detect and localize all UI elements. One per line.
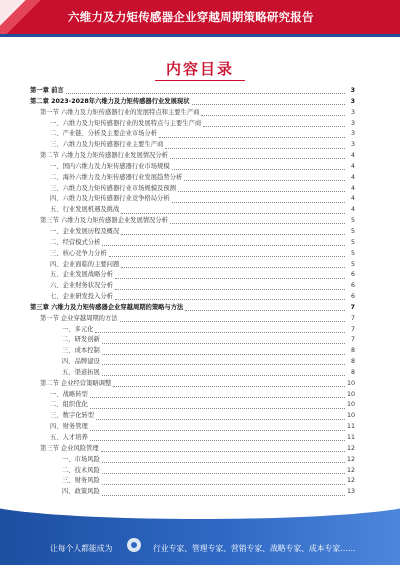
toc-entry[interactable]: [30, 487, 355, 496]
toc-entry-label: 第二节 企业经营策略调整: [40, 379, 112, 387]
toc-entry-label: 六、企业财务状况分析: [50, 282, 113, 290]
toc-entry[interactable]: [30, 140, 355, 151]
toc-entry-page: 7: [350, 336, 355, 344]
toc-leader-dots: [165, 147, 345, 149]
toc-entry-label: 一、企业发展历程及概况: [50, 227, 120, 235]
toc-entry-page: 8: [350, 368, 355, 376]
toc-entry-page: 10: [346, 412, 355, 420]
toc-entry-page: 12: [346, 477, 355, 485]
toc-leader-dots: [170, 157, 345, 159]
toc-entry-label: 第一章 前言: [30, 87, 64, 94]
toc-entry[interactable]: [30, 129, 355, 140]
toc-entry[interactable]: [30, 390, 355, 401]
toc-leader-dots: [95, 331, 345, 333]
toc-leader-dots: [102, 374, 345, 376]
toc-entry-label: 三、六维力及力矩传感器行业市场规模及预测: [50, 184, 176, 192]
toc-entry-page: 12: [346, 466, 355, 474]
toc-entry-label: 第三节 企业风险管理: [40, 444, 99, 452]
toc-leader-dots: [203, 125, 345, 127]
toc-leader-dots: [172, 201, 345, 203]
toc-leader-dots: [90, 407, 345, 409]
toc-entry-page: 12: [346, 444, 355, 452]
toc-entry[interactable]: [30, 379, 355, 390]
header-decoration: [0, 0, 40, 34]
toc-entry-label: 二、技术风险: [62, 466, 100, 474]
toc-entry[interactable]: [30, 346, 355, 357]
toc-entry-page: 5: [350, 249, 355, 257]
toc-entry-page: 6: [350, 293, 355, 301]
toc-leader-dots: [159, 136, 345, 138]
toc-leader-dots: [192, 103, 346, 105]
toc-entry[interactable]: [30, 86, 355, 97]
toc-entry-label: 一、国内六维力及力矩传感器行业市场规模: [50, 162, 170, 170]
toc-entry-page: 13: [346, 488, 355, 496]
footer-slogan-left: 让每个人都能成为: [50, 544, 113, 553]
toc-entry[interactable]: [30, 281, 355, 292]
toc-entry-page: 10: [346, 390, 355, 398]
toc-entry-page: 3: [350, 130, 355, 138]
toc-entry[interactable]: [30, 292, 355, 303]
toc-entry-page: 7: [350, 314, 355, 322]
toc-leader-dots: [66, 92, 345, 94]
toc-entry-page: 7: [350, 325, 355, 333]
toc-leader-dots: [120, 320, 345, 322]
toc-entry-label: 四、六维力及力矩传感器行业竞争格局分析: [50, 195, 170, 203]
toc-entry[interactable]: [30, 368, 355, 379]
toc-entry-label: 三、数字化转型: [50, 412, 95, 420]
toc-leader-dots: [102, 342, 345, 344]
toc-leader-dots: [115, 288, 345, 290]
toc-entry[interactable]: [30, 216, 355, 227]
toc-entry[interactable]: [30, 184, 355, 195]
toc-entry-label: 第三节 六维力及力矩传感器企业发展情况分析: [40, 217, 168, 225]
toc-entry[interactable]: [30, 108, 355, 119]
toc-entry-label: 四、品牌建设: [62, 358, 100, 366]
toc-entry-label: 一、多元化: [62, 325, 94, 333]
toc-entry[interactable]: [30, 162, 355, 173]
toc-entry[interactable]: [30, 444, 355, 455]
toc-leader-dots: [121, 233, 345, 235]
toc-entry-label: 七、企业研发投入分析: [50, 293, 113, 301]
toc-leader-dots: [90, 439, 345, 441]
toc-title-underline: [155, 80, 245, 81]
toc-entry[interactable]: [30, 151, 355, 162]
toc-entry[interactable]: [30, 314, 355, 325]
toc-leader-dots: [96, 418, 345, 420]
toc-leader-dots: [113, 385, 345, 387]
toc-entry-label: 五、行业发展机遇及挑战: [50, 206, 120, 214]
toc-leader-dots: [102, 363, 345, 365]
toc-entry-label: 二、组织优化: [50, 401, 88, 409]
toc-entry-label: 五、人才培养: [50, 434, 88, 441]
footer-slogan-right: 行业专家、管理专家、营销专家、战略专家、成本专家……: [153, 544, 356, 553]
toc-entry-page: 3: [350, 108, 355, 116]
toc-leader-dots: [102, 472, 345, 474]
toc-entry-label: 第三章 六维力及力矩传感器企业穿越周期的策略与方法: [30, 303, 184, 311]
toc-entry-label: 三、六维力及力矩传感器行业主要生产商: [50, 141, 164, 149]
toc-entry-page: 8: [350, 358, 355, 366]
toc-entry-label: 一、战略转型: [50, 390, 88, 398]
toc-entry-page: 5: [350, 227, 355, 235]
toc-entry[interactable]: [30, 205, 355, 216]
toc-entry-page: 4: [350, 152, 355, 160]
toc-entry[interactable]: [30, 194, 355, 205]
toc-leader-dots: [121, 266, 345, 268]
toc-entry-label: 五、企业发展战略分析: [50, 271, 113, 279]
toc-entry-label: 五、渠道拓展: [62, 368, 100, 376]
toc-entry-page: 11: [346, 434, 355, 441]
toc-leader-dots: [172, 168, 345, 170]
toc-leader-dots: [178, 190, 345, 192]
toc-leader-dots: [90, 429, 345, 431]
toc-entry[interactable]: [30, 173, 355, 184]
toc-entry-label: 四、企业面临的主要问题: [50, 260, 120, 268]
toc-entry-page: 4: [350, 162, 355, 170]
footer-wave-decoration: [0, 505, 400, 519]
toc-entry-label: 第二节 六维力及力矩传感器行业发展情况分析: [40, 152, 168, 160]
toc-leader-dots: [102, 244, 345, 246]
toc-entry[interactable]: [30, 260, 355, 271]
toc-entry-label: 第一节 六维力及力矩传感器行业的发展特点和主要生产商: [40, 108, 200, 116]
toc-leader-dots: [102, 353, 345, 355]
toc-entry-page: 12: [346, 455, 355, 463]
toc-entry[interactable]: [30, 270, 355, 281]
toc-entry-page: 6: [350, 271, 355, 279]
toc-entry-label: 一、六维力及力矩传感器行业的发展特点与主要生产商: [50, 119, 202, 127]
toc-entry-page: 6: [350, 282, 355, 290]
toc-entry-page: 5: [350, 217, 355, 225]
toc-entry[interactable]: [30, 325, 355, 336]
toc-entry-page: 3: [350, 119, 355, 127]
toc-entry-label: 一、市场风险: [62, 455, 100, 463]
toc-leader-dots: [115, 277, 345, 279]
footer-banner: [0, 505, 400, 565]
toc-entry-page: 4: [350, 195, 355, 203]
toc-leader-dots: [185, 309, 345, 311]
toc-leader-dots: [102, 461, 345, 463]
toc-entry[interactable]: [30, 411, 355, 422]
toc-entry-label: 第二章 2023-2028年六维力及力矩传感器行业发展现状: [30, 97, 190, 105]
toc-entry-label: 三、成本控制: [62, 347, 100, 355]
toc-entry[interactable]: [30, 455, 355, 466]
toc-entry-label: 三、核心竞争力分析: [50, 249, 107, 257]
toc-entry[interactable]: [30, 119, 355, 130]
toc-entry[interactable]: [30, 303, 355, 314]
toc-leader-dots: [101, 450, 345, 452]
report-title: 六维力及力矩传感器企业穿越周期策略研究报告: [68, 10, 314, 24]
toc-leader-dots: [109, 255, 345, 257]
toc-leader-dots: [102, 494, 345, 496]
toc-entry[interactable]: [30, 400, 355, 411]
toc-entry[interactable]: [30, 422, 355, 433]
footer-separator-icon: [127, 538, 141, 552]
toc-leader-dots: [115, 298, 345, 300]
toc-entry[interactable]: [30, 249, 355, 260]
toc-leader-dots: [201, 114, 345, 116]
toc-entry[interactable]: [30, 97, 355, 108]
toc-entry[interactable]: [30, 238, 355, 249]
toc-leader-dots: [170, 222, 345, 224]
toc-leader-dots: [90, 396, 345, 398]
toc-entry[interactable]: [30, 433, 355, 444]
toc-entry-page: 3: [350, 97, 355, 105]
toc-entry-page: 4: [350, 173, 355, 181]
toc-entry-label: 三、财务风险: [62, 477, 100, 485]
toc-entry-page: 3: [350, 141, 355, 149]
toc-entry-page: 11: [346, 423, 355, 431]
toc-entry-label: 二、海外六维力及力矩传感器行业发展趋势分析: [50, 173, 183, 181]
toc-leader-dots: [121, 212, 345, 214]
toc-entry-page: 10: [346, 401, 355, 409]
toc-entry-page: 8: [350, 347, 355, 355]
toc-entry[interactable]: [30, 227, 355, 238]
toc-entry-page: 7: [350, 303, 355, 311]
toc-leader-dots: [184, 179, 345, 181]
toc-entry[interactable]: [30, 466, 355, 477]
toc-entry[interactable]: [30, 335, 355, 346]
toc-entry-page: 4: [350, 206, 355, 214]
toc-entry[interactable]: [30, 476, 355, 487]
toc-entry-label: 第一节 企业穿越周期的方法: [40, 314, 118, 322]
toc-leader-dots: [102, 483, 345, 485]
toc-entry-label: 四、政策风险: [62, 488, 100, 496]
toc-entry-page: 10: [346, 379, 355, 387]
toc-entry-page: 4: [350, 184, 355, 192]
toc-title: 内容目录: [165, 60, 234, 78]
toc-entry-label: 二、经营模式分析: [50, 238, 101, 246]
toc-entry-page: 5: [350, 238, 355, 246]
toc-entry-label: 二、研发创新: [62, 336, 100, 344]
header-banner: [0, 0, 400, 34]
toc-entry[interactable]: [30, 357, 355, 368]
toc-entry-page: 3: [350, 87, 355, 94]
table-of-contents: [30, 86, 355, 496]
toc-entry-label: 四、财务管理: [50, 423, 88, 431]
toc-entry-page: 5: [350, 260, 355, 268]
toc-entry-label: 二、产业链、分析及主要企业市场分析: [50, 130, 158, 138]
header-strip: [0, 34, 400, 37]
